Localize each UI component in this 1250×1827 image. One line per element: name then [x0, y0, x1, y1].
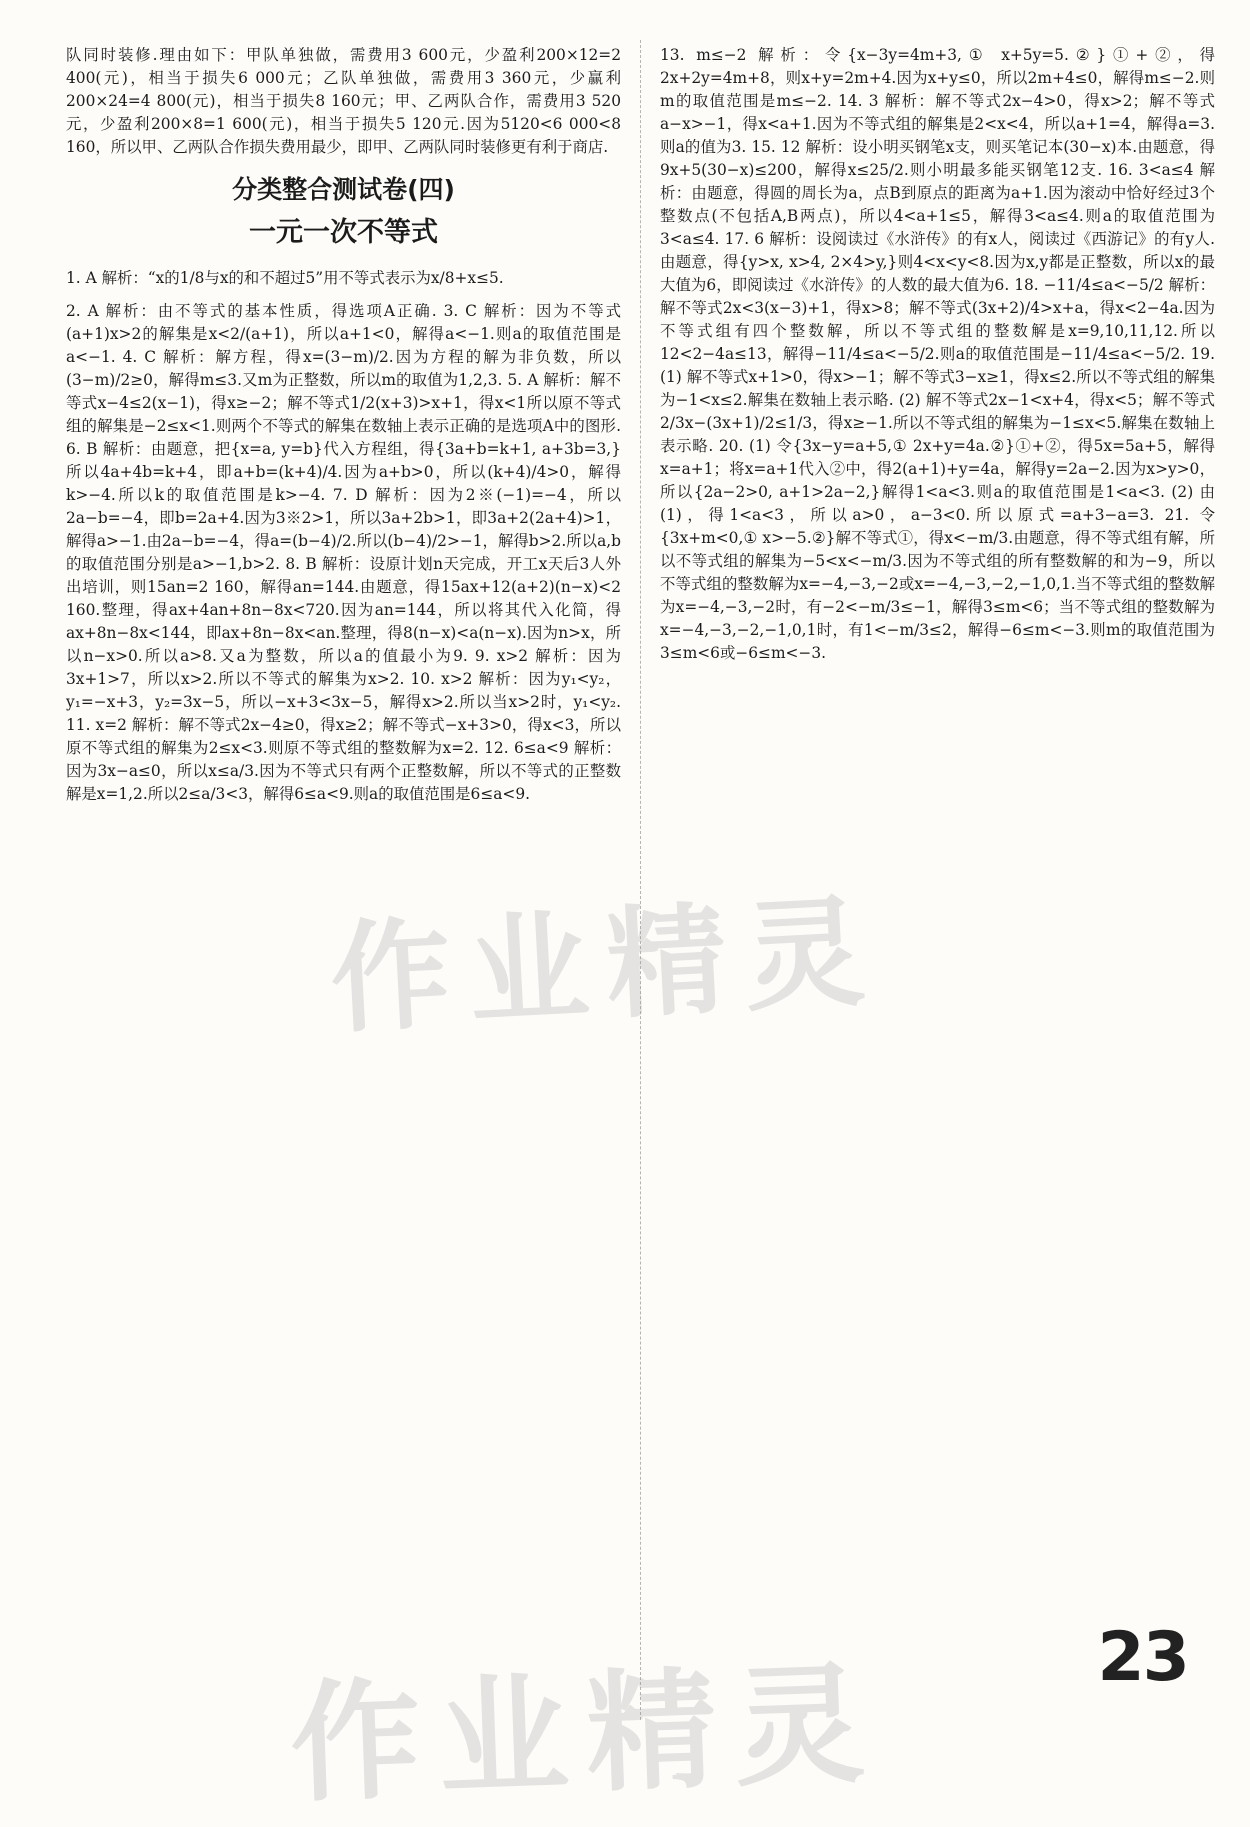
page-number: 23: [1097, 1618, 1188, 1697]
answer-paragraph: 13. m≤−2 解析：令{x−3y=4m+3,① x+5y=5.②}①+②，得2x+2y=4m+8，则x+y=2m+4.因为x+y≤0，所以2m+4≤0，解得m≤−2.则m的取值范围是m≤−2. 14. 3 解析：解不等式2x−4>0，得x>2；解不等式a−x>−1，得x<a+1.因为不等式组的解集是2<x<4，所以a+1=4，解得a=3.则a的值为3. 15. 12 解析：设小明买钢笔x支，则买笔记本(30−x)本.由题意，得9x+5(30−x)≤200，解得x≤25/2.则小明最多能买钢笔12支. 16. 3<a≤4 解析：由题意，得圆的周长为a，点B到原点的距离为a+1.因为滚动中恰好经过3个整数点(不包括A,B两点)，所以4<a+1≤5，解得3<a≤4.则a的取值范围为3<a≤4. 17. 6 解析：设阅读过《水浒传》的有x人，阅读过《西游记》的有y人.由题意，得{y>x, x>4, 2×4>y,}则4<x<y<8.因为x,y都是正整数，所以x的最大值为6，即阅读过《水浒传》的人数的最大值为6. 18. −11/4≤a<−5/2 解析：解不等式2x<3(x−3)+1，得x>8；解不等式(3x+2)/4>x+a，得x<2−4a.因为不等式组有四个整数解，所以不等式组的整数解是x=9,10,11,12.所以12<2−4a≤13，解得−11/4≤a<−5/2.则a的取值范围是−11/4≤a<−5/2. 19. (1) 解不等式x+1>0，得x>−1；解不等式3−x≥1，得x≤2.所以不等式组的解集为−1<x≤2.解集在数轴上表示略. (2) 解不等式2x−1<x+4，得x<5；解不等式2/3x−(3x+1)/2≤1/3，得x≥−1.所以不等式组的解集为−1≤x<5.解集在数轴上表示略. 20. (1) 令{3x−y=a+5,① 2x+y=4a.②}①+②，得5x=5a+5，解得x=a+1；将x=a+1代入②中，得2(a+1)+y=4a，解得y=2a−2.因为x>y>0，所以{2a−2>0, a+1>2a−2,}解得1<a<3.则a的取值范围是1<a<3. (2) 由(1)，得1<a<3，所以a>0，a−3<0.所以原式=a+3−a=3. 21. 令{3x+m<0,① x>−5.②}解不等式①，得x<−m/3.由题意，得不等式组有解，所以不等式组的解集为−5<x<−m/3.因为不等式组的所有整数解的和为−9，所以不等式组的整数解为x=−4,−3,−2或x=−4,−3,−2,−1,0,1.当不等式组的整数解为x=−4,−3,−2时，有−2<−m/3≤−1，解得3≤m<6；当不等式组的整数解为x=−4,−3,−2,−1,0,1时，有1<−m/3≤2，解得−6≤m<−3.则m的取值范围为3≤m<6或−6≤m<−3.: [660, 46, 1215, 662]
right-column: [660, 44, 1215, 675]
left-column: [66, 44, 621, 816]
section-subtitle: 一元一次不等式: [249, 217, 438, 248]
answer-paragraph: 1. A 解析：“x的1/8与x的和不超过5”用不等式表示为x/8+x≤5.: [66, 269, 504, 287]
watermark: 作业精灵: [287, 1647, 885, 1821]
answer-paragraph: 2. A 解析：由不等式的基本性质，得选项A正确. 3. C 解析：因为不等式(a+1)x>2的解集是x<2/(a+1)，所以a+1<0，解得a<−1.则a的取值范围是a<−1. 4. C 解析：解方程，得x=(3−m)/2.因为方程的解为非负数，所以(3−m)/2≥0，解得m≤3.又m为正整数，所以m的取值为1,2,3. 5. A 解析：解不等式x−4≤2(x−1)，得x≥−2；解不等式1/2(x+3)>x+1，得x<1所以原不等式组的解集是−2≤x<1.则两个不等式的解集在数轴上表示正确的是选项A中的图形. 6. B 解析：由题意，把{x=a, y=b}代入方程组，得{3a+b=k+1, a+3b=3,}所以4a+4b=k+4，即a+b=(k+4)/4.因为a+b>0，所以(k+4)/4>0，解得k>−4.所以k的取值范围是k>−4. 7. D 解析：因为2※(−1)=−4，所以2a−b=−4，即b=2a+4.因为3※2>1，所以3a+2b>1，即3a+2(2a+4)>1，解得a>−1.由2a−b=−4，得a=(b−4)/2.所以(b−4)/2>−1，解得b>2.所以a,b的取值范围分别是a>−1,b>2. 8. B 解析：设原计划n天完成，开工x天后3人外出培训，则15an=2 160，解得an=144.由题意，得15ax+12(a+2)(n−x)<2 160.整理，得ax+4an+8n−8x<720.因为an=144，所以将其代入化简，得ax+8n−8x<144，即ax+8n−8x<an.整理，得8(n−x)<a(n−x).因为n>x，所以n−x>0.所以a>8.又a为整数，所以a的值最小为9. 9. x>2 解析：因为3x+1>7，所以x>2.所以不等式的解集为x>2. 10. x>2 解析：因为y₁<y₂，y₁=−x+3，y₂=3x−5，所以−x+3<3x−5，解得x>2.所以当x>2时，y₁<y₂. 11. x=2 解析：解不等式2x−4≥0，得x≥2；解不等式−x+3>0，得x<3，所以原不等式组的解集为2≤x<3.则原不等式组的整数解为x=2. 12. 6≤a<9 解析：因为3x−a≤0，所以x≤a/3.因为不等式只有两个正整数解，所以不等式的正整数解是x=1,2.所以2≤a/3<3，解得6≤a<9.则a的取值范围是6≤a<9.: [66, 302, 621, 803]
column-divider: [640, 40, 641, 1720]
watermark: 作业精灵: [327, 882, 886, 1051]
section-title: 分类整合测试卷(四): [232, 175, 455, 204]
carryover-paragraph: 队同时装修.理由如下：甲队单独做，需费用3 600元，少盈利200×12=2 400(元)，相当于损失6 000元；乙队单独做，需费用3 360元，少赢利200×24=4 800(元)，相当于损失8 160元；甲、乙两队合作，需费用3 520元，少盈利200×8=1 600(元)，相当于损失5 120元.因为5120<6 000<8 160，所以甲、乙两队合作损失费用最少，即甲、乙两队同时装修更有利于商店.: [66, 46, 621, 156]
